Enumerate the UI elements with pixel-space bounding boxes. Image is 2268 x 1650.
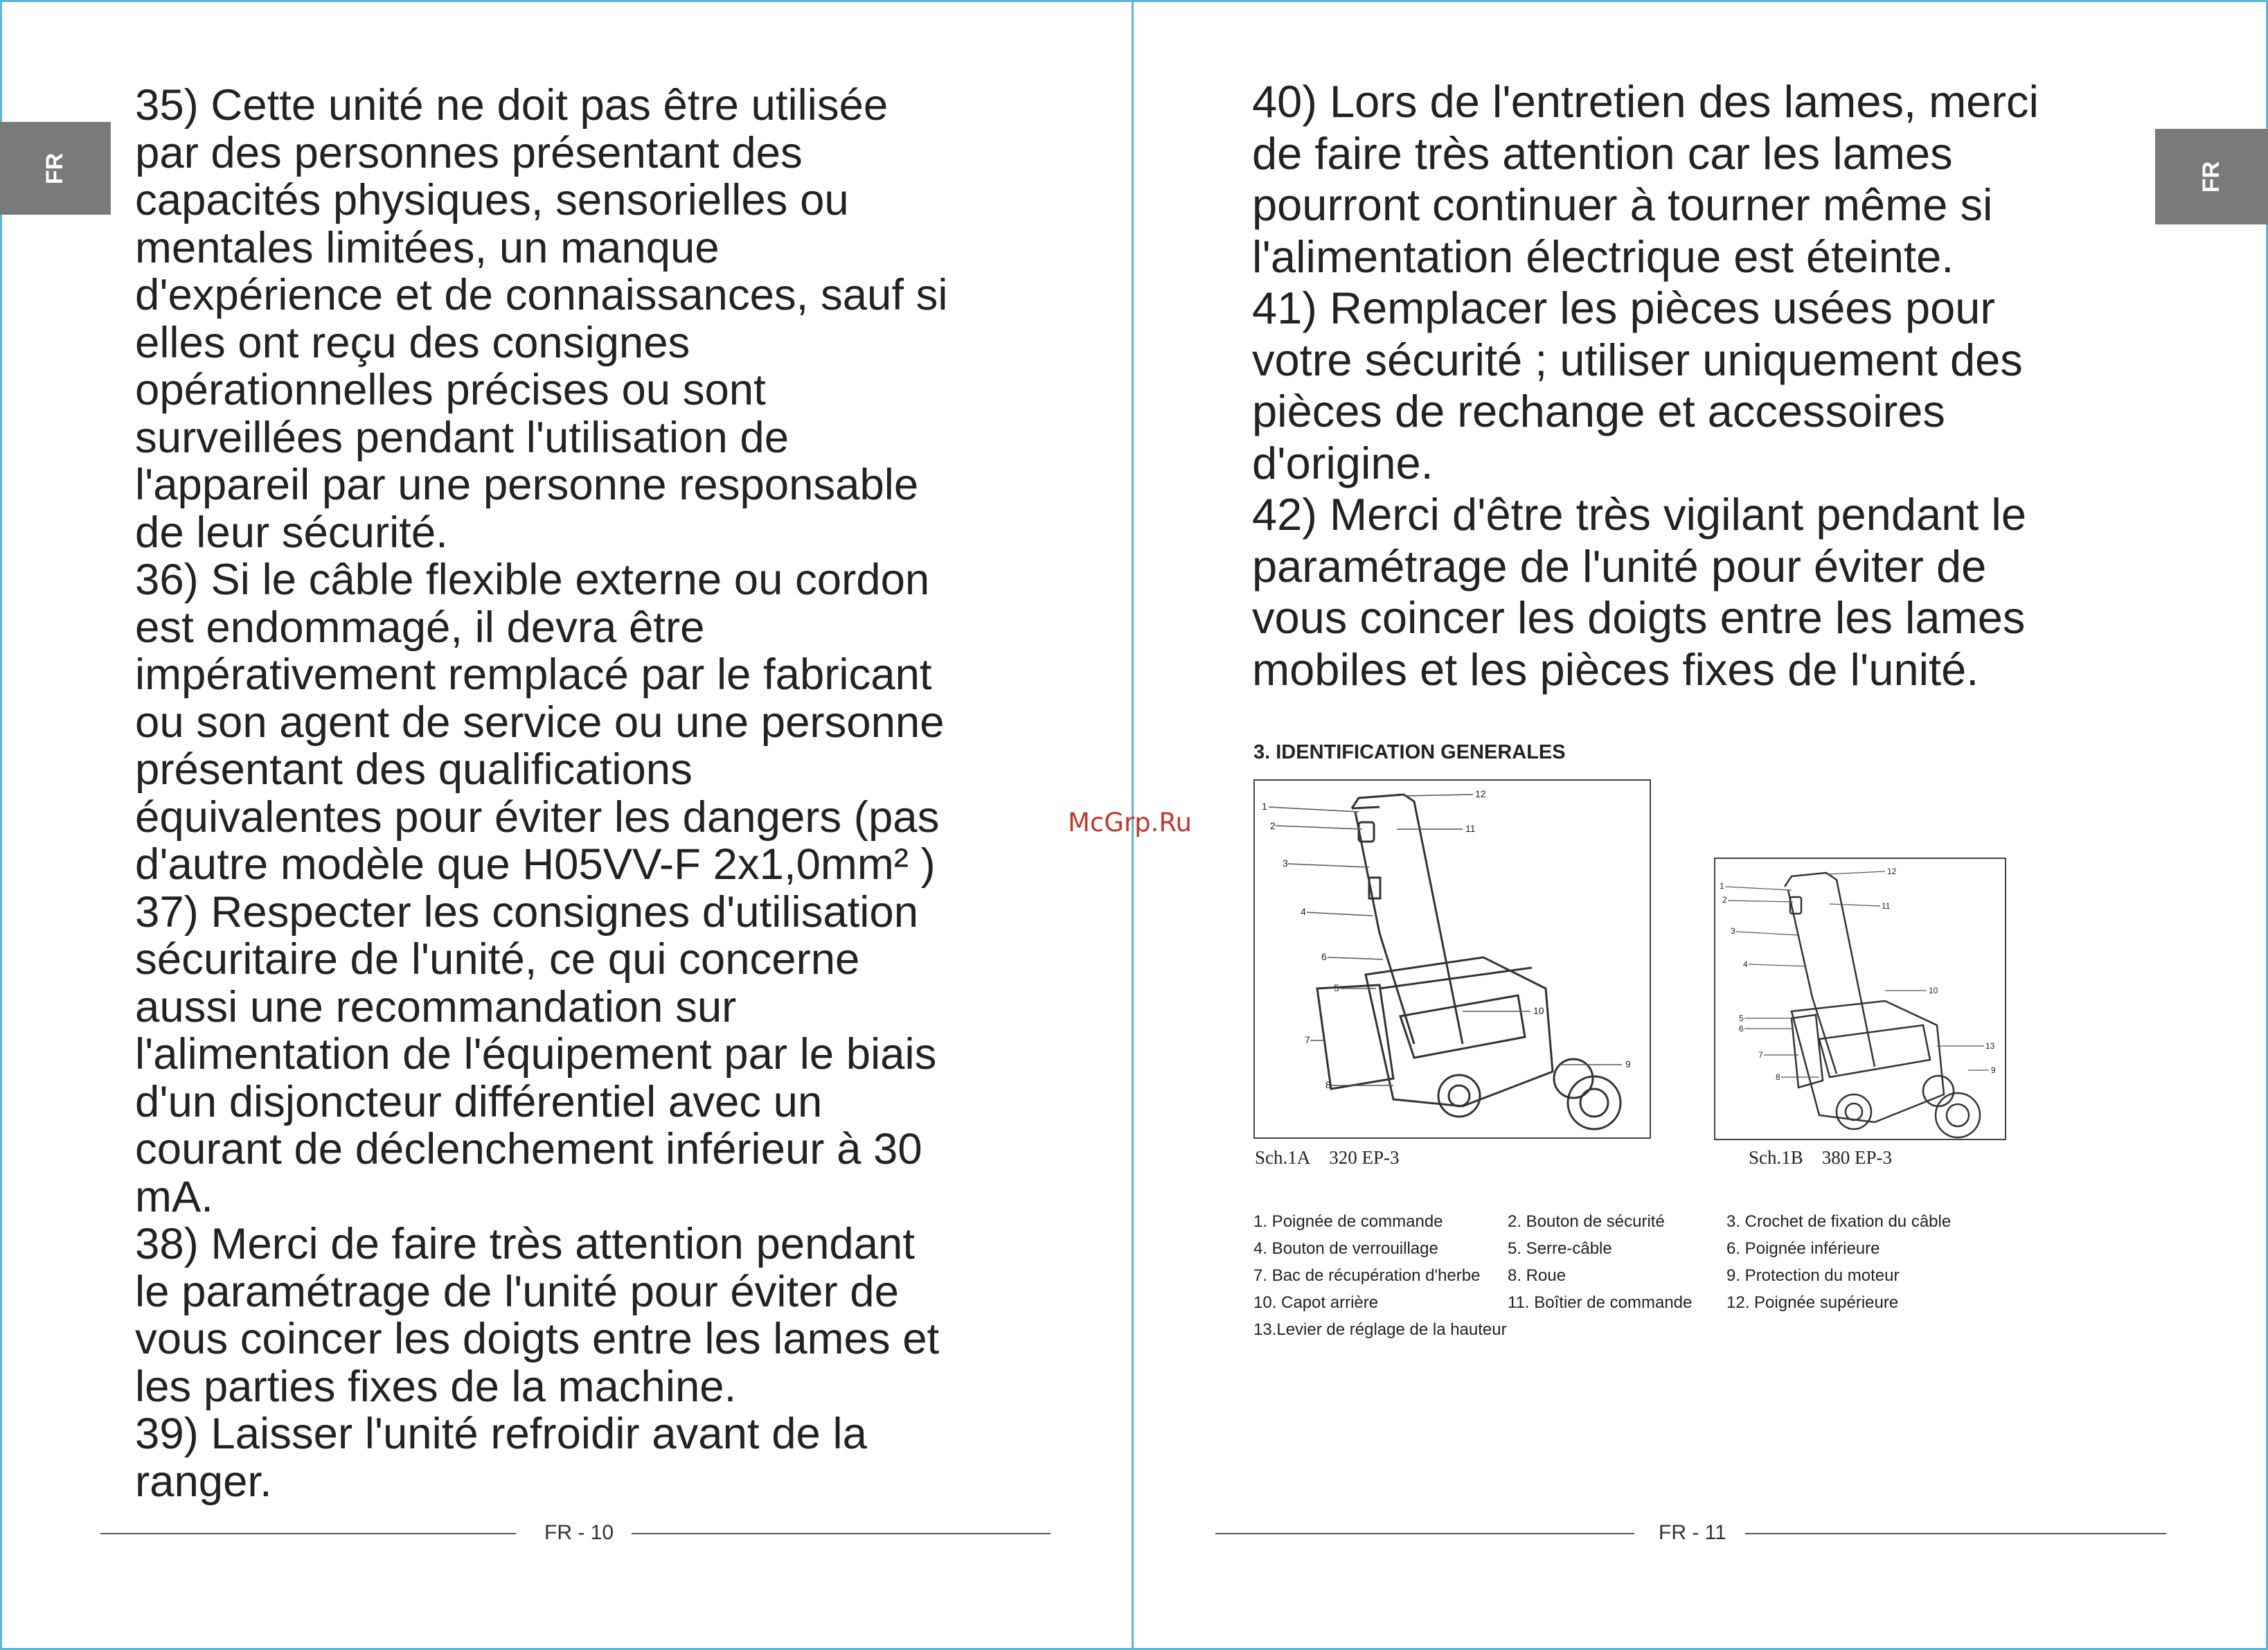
footer-rule-left <box>100 1533 516 1534</box>
watermark: McGrp.Ru <box>1068 808 1192 837</box>
callout-2: 2 <box>1270 820 1276 831</box>
text-line: est endommagé, il devra être <box>135 603 705 652</box>
legend-item: 9. Protection du moteur <box>1726 1266 1900 1285</box>
callout-6: 6 <box>1739 1024 1744 1034</box>
text-line: vous coincer les doigts entre les lames et <box>135 1315 940 1363</box>
legend-item: 10. Capot arrière <box>1253 1293 1379 1312</box>
text-line: 36) Si le câble flexible externe ou cordon <box>135 556 930 604</box>
callout-4: 4 <box>1301 906 1306 917</box>
text-line: 38) Merci de faire très attention pendant <box>135 1220 916 1268</box>
text-line: aussi une recommandation sur <box>135 982 737 1031</box>
text-line: d'expérience et de connaissances, sauf si <box>135 271 948 319</box>
callout-12: 12 <box>1475 788 1486 799</box>
text-line: 42) Merci d'être très vigilant pendant le <box>1252 489 2026 540</box>
text-line: opérationnelles précises ou sont <box>135 366 766 414</box>
callout-9: 9 <box>1991 1065 1996 1075</box>
text-line: impérativement remplacé par le fabricant <box>135 650 932 699</box>
legend-item: 12. Poignée supérieure <box>1726 1293 1899 1312</box>
text-line: équivalentes pour éviter les dangers (pas <box>135 792 940 842</box>
text-line: 39) Laisser l'unité refroidir avant de la <box>135 1410 867 1458</box>
legend-row <box>1253 1235 2003 1262</box>
text-line: votre sécurité ; utiliser uniquement des <box>1252 334 2023 385</box>
footer-rule-right <box>1215 1533 1634 1534</box>
legend-item: 4. Bouton de verrouillage <box>1253 1239 1438 1258</box>
text-line: d'origine. <box>1252 437 1434 488</box>
mower-diagram-320 <box>1253 779 1651 1139</box>
footer-rule-left-2 <box>632 1533 1051 1534</box>
text-line: ranger. <box>135 1457 272 1506</box>
text-line: capacités physiques, sensorielles ou <box>135 176 849 224</box>
legend-item: 13.Levier de réglage de la hauteur <box>1253 1320 1507 1339</box>
text-line: 37) Respecter les consignes d'utilisation <box>135 887 919 937</box>
text-line: mA. <box>135 1172 213 1221</box>
figure2-model: 380 EP-3 <box>1821 1147 1893 1168</box>
mower-diagram-380 <box>1714 858 2006 1140</box>
text-line: mentales limitées, un manque <box>135 223 720 272</box>
callout-1: 1 <box>1262 801 1267 812</box>
callout-13: 13 <box>1985 1041 1995 1051</box>
text-line: 35) Cette unité ne doit pas être utilisée <box>135 81 889 130</box>
text-line: ou son agent de service ou une personne <box>135 698 945 747</box>
figure2-label: Sch.1B <box>1749 1147 1803 1168</box>
text-line: les parties fixes de la machine. <box>135 1362 737 1411</box>
legend-item: 2. Bouton de sécurité <box>1508 1212 1665 1231</box>
legend-row <box>1253 1262 2003 1289</box>
callout-6: 6 <box>1321 951 1327 962</box>
text-line: d'un disjoncteur différentiel avec un <box>135 1077 823 1126</box>
text-line: mobiles et les pièces fixes de l'unité. <box>1252 644 1979 695</box>
callout-7: 7 <box>1305 1034 1310 1045</box>
text-line: sécuritaire de l'unité, ce qui concerne <box>135 935 860 984</box>
legend-item: 8. Roue <box>1508 1266 1566 1285</box>
callout-11: 11 <box>1465 823 1476 834</box>
callout-2: 2 <box>1722 895 1727 905</box>
section-title: 3. IDENTIFICATION GENERALES <box>1253 741 1566 763</box>
callout-11: 11 <box>1882 901 1891 911</box>
legend-row <box>1253 1289 2003 1316</box>
legend-item: 1. Poignée de commande <box>1253 1212 1443 1231</box>
text-line: 40) Lors de l'entretien des lames, merci <box>1252 76 2039 127</box>
legend-row <box>1253 1208 2003 1235</box>
legend-item: 11. Boîtier de commande <box>1508 1293 1693 1312</box>
footer-rule-right-2 <box>1745 1533 2166 1534</box>
text-line: de faire très attention car les lames <box>1252 127 1953 179</box>
text-line: elles ont reçu des consignes <box>135 318 690 367</box>
text-line: 41) Remplacer les pièces usées pour <box>1252 283 1996 333</box>
mower-drawing-320 <box>1255 781 1650 1137</box>
legend-item: 6. Poignée inférieure <box>1726 1239 1880 1258</box>
page-number-left: FR - 10 <box>544 1521 614 1544</box>
text-line: surveillées pendant l'utilisation de <box>135 413 789 462</box>
text-line: présentant des qualifications <box>135 745 693 794</box>
figure1-label: Sch.1A <box>1255 1147 1311 1168</box>
callout-9: 9 <box>1625 1058 1631 1070</box>
text-line: pièces de rechange et accessoires <box>1252 386 1945 436</box>
figure2-caption <box>1749 1147 1892 1169</box>
callout-3: 3 <box>1283 858 1288 869</box>
text-line: l'alimentation électrique est éteinte. <box>1252 231 1954 282</box>
legend-item: 5. Serre-câble <box>1508 1239 1612 1258</box>
callout-5: 5 <box>1334 982 1339 993</box>
text-line: de leur sécurité. <box>135 508 448 557</box>
legend-row <box>1253 1316 2003 1343</box>
callout-10: 10 <box>1929 986 1938 995</box>
legend-item: 3. Crochet de fixation du câble <box>1726 1212 1952 1231</box>
callout-7: 7 <box>1758 1050 1763 1060</box>
figure1-caption <box>1255 1147 1400 1169</box>
language-tab-left: FR <box>0 122 111 215</box>
callout-1: 1 <box>1720 881 1724 891</box>
text-line: courant de déclenchement inférieur à 30 <box>135 1125 922 1173</box>
text-line: par des personnes présentant des <box>135 128 803 177</box>
text-line: l'alimentation de l'équipement par le biais <box>135 1030 937 1079</box>
text-line: le paramétrage de l'unité pour éviter de <box>135 1267 899 1316</box>
figure1-model: 320 EP-3 <box>1329 1147 1400 1168</box>
text-line: vous coincer les doigts entre les lames <box>1252 592 2026 643</box>
callout-3: 3 <box>1731 926 1735 936</box>
callout-8: 8 <box>1325 1079 1331 1090</box>
parts-legend <box>1253 1208 2003 1343</box>
text-line: pourront continuer à tourner même si <box>1252 179 1993 230</box>
callout-4: 4 <box>1743 959 1748 969</box>
left-page-text <box>135 82 1056 1505</box>
text-line: paramétrage de l'unité pour éviter de <box>1252 540 1987 592</box>
legend-item: 7. Bac de récupération d'herbe <box>1253 1266 1481 1285</box>
text-line: d'autre modèle que H05VV-F 2x1,0mm² ) <box>135 840 936 889</box>
callout-8: 8 <box>1776 1072 1780 1082</box>
language-tab-right: FR <box>2155 129 2268 224</box>
callout-5: 5 <box>1739 1013 1744 1023</box>
right-page-text <box>1252 76 2166 695</box>
text-line: l'appareil par une personne responsable <box>135 461 919 509</box>
callout-12: 12 <box>1887 867 1897 876</box>
page-number-right: FR - 11 <box>1659 1521 1726 1544</box>
callout-10: 10 <box>1533 1005 1544 1016</box>
mower-drawing-380 <box>1715 859 2005 1139</box>
